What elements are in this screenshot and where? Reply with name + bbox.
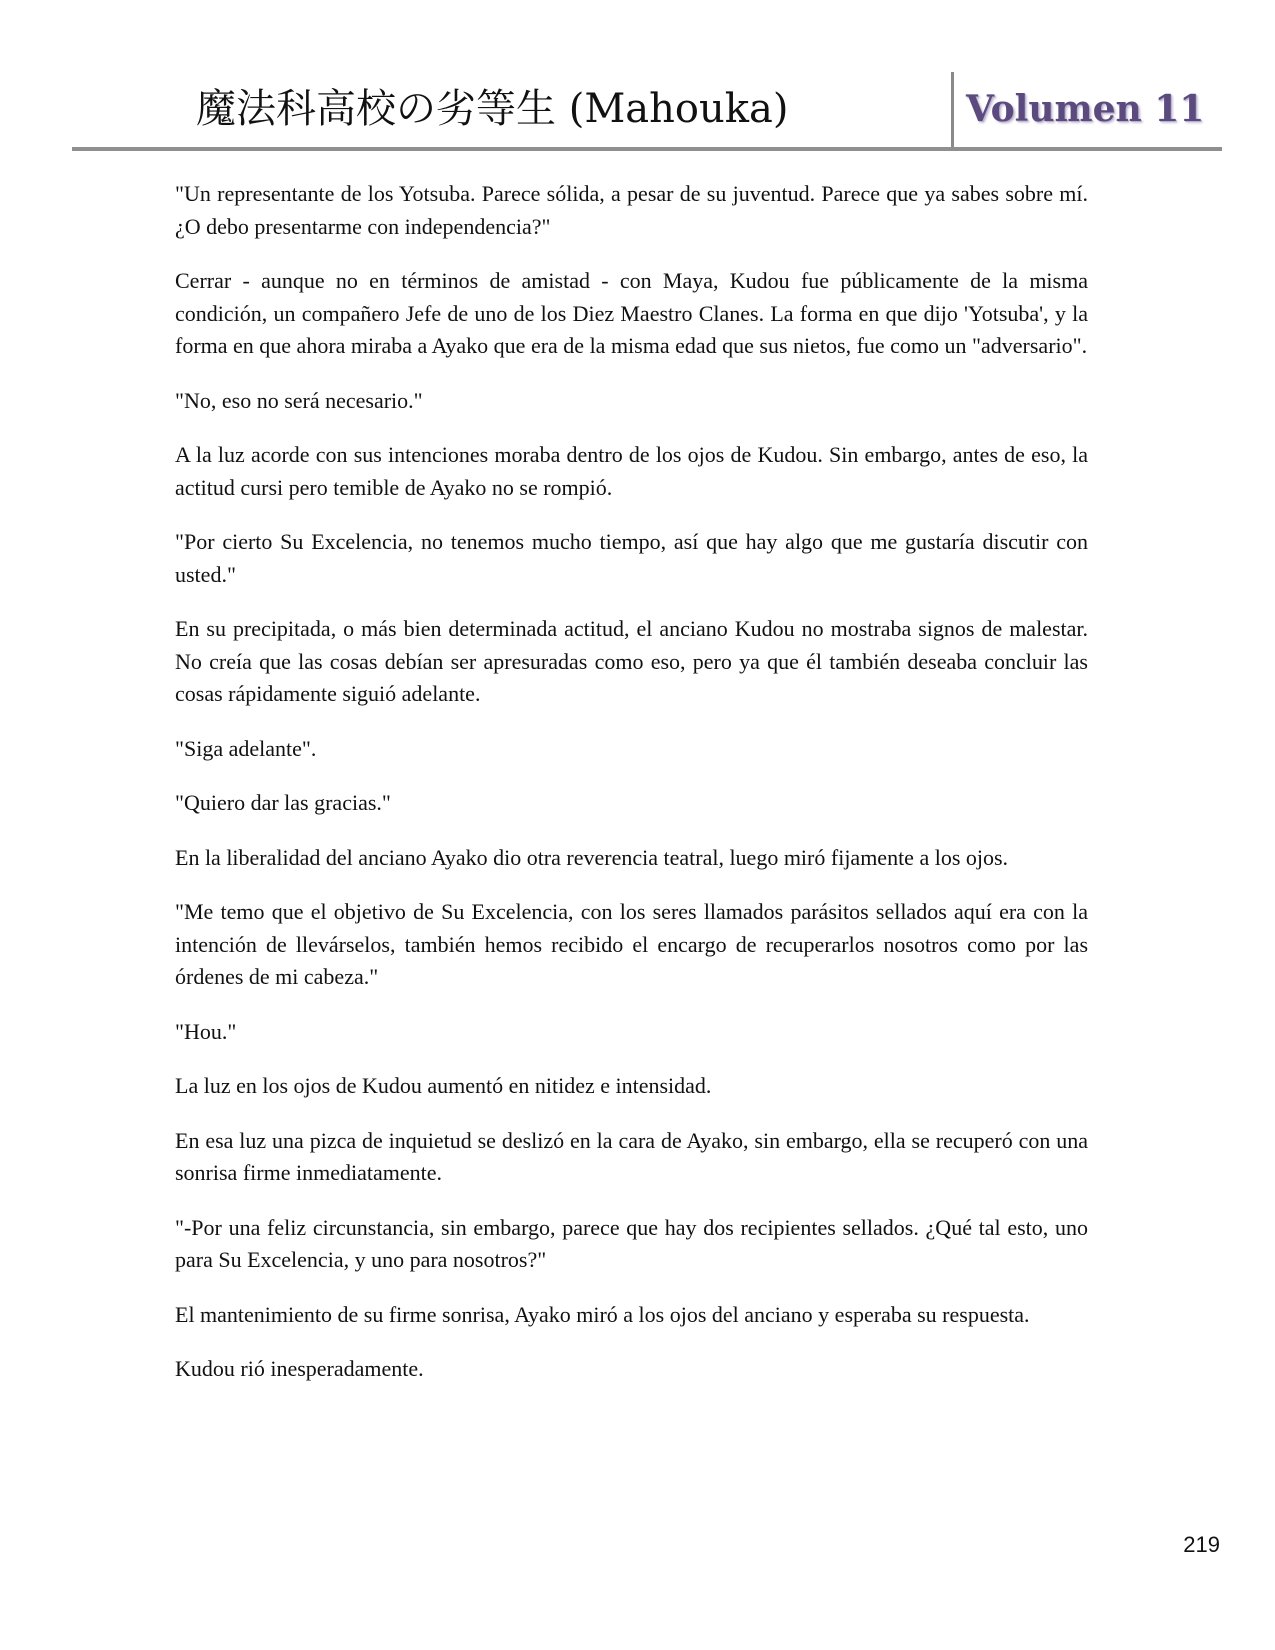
- paragraph: Kudou rió inesperadamente.: [175, 1356, 424, 1381]
- paragraph: "Quiero dar las gracias.": [175, 790, 391, 815]
- paragraph: En la liberalidad del anciano Ayako dio otra reverencia teatral, luego miró fijamente a los ojos.: [175, 844, 1009, 870]
- page-header: [0, 0, 1275, 160]
- paragraph: El mantenimiento de su firme sonrisa, Ayako miró a los ojos del anciano y esperaba su respuesta.: [175, 1301, 1030, 1327]
- paragraph: A la luz acorde con sus intenciones moraba dentro de los ojos de Kudou. Sin embargo, antes de eso, la actitud cursi pero temible de Ayako no se rompió.: [175, 442, 1088, 500]
- page-number: 219: [1183, 1532, 1220, 1557]
- paragraph: "Por cierto Su Excelencia, no tenemos mucho tiempo, así que hay algo que me gustaría discutir con usted.": [175, 529, 1088, 587]
- paragraph: "-Por una feliz circunstancia, sin embargo, parece que hay dos recipientes sellados. ¿Qué tal esto, uno para Su Excelencia, y uno para nosotros?": [175, 1214, 1088, 1272]
- header-rule: [72, 147, 1222, 151]
- paragraph: "No, eso no será necesario.": [175, 387, 423, 413]
- paragraph: La luz en los ojos de Kudou aumentó en nitidez e intensidad.: [175, 1073, 712, 1098]
- volume-label: Volumen 11: [966, 88, 1205, 130]
- paragraph: "Un representante de los Yotsuba. Parece sólida, a pesar de su juventud. Parece que ya sabes sobre mí. ¿O debo presentarme con independencia?": [175, 181, 1088, 239]
- paragraph: "Hou.": [175, 1018, 237, 1044]
- paragraph: "Me temo que el objetivo de Su Excelencia, con los seres llamados parásitos sellados aquí era con la intención de llevárselos, también hemos recibido el encargo de recuperarlos nosotros como por las órdenes de mi cabeza.": [175, 899, 1088, 989]
- paragraph: Cerrar - aunque no en términos de amistad - con Maya, Kudou fue públicamente de la misma condición, un compañero Jefe de uno de los Diez Maestro Clanes. La forma en que dijo 'Yotsuba', y la forma en que ahora miraba a Ayako que era de la misma edad que sus nietos, fue como un "adversario".: [175, 268, 1088, 358]
- paragraph: En esa luz una pizca de inquietud se deslizó en la cara de Ayako, sin embargo, ella se recuperó con una sonrisa firme inmediatamente.: [175, 1127, 1088, 1185]
- page-body: [175, 178, 1088, 1408]
- paragraph: "Siga adelante".: [175, 735, 317, 761]
- header-divider: [951, 72, 954, 148]
- paragraph: En su precipitada, o más bien determinada actitud, el anciano Kudou no mostraba signos de malestar. No creía que las cosas debían ser apresuradas como eso, pero ya que él también deseaba concluir las cosas rápidamente siguió adelante.: [175, 616, 1088, 706]
- book-title: 魔法科高校の劣等生 (Mahouka): [196, 86, 789, 132]
